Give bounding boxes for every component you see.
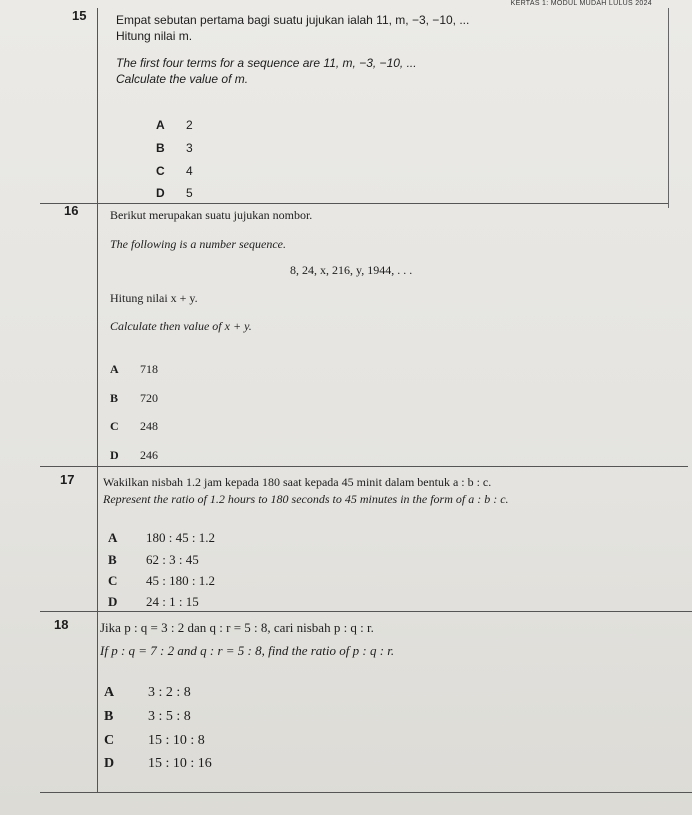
- option-a[interactable]: [110, 362, 158, 377]
- question-text-english: Calculate then value of x + y.: [110, 319, 252, 333]
- option-label: C: [108, 573, 118, 588]
- option-b[interactable]: [108, 552, 199, 568]
- option-b[interactable]: [104, 709, 191, 725]
- question-number: 15: [72, 8, 87, 23]
- option-b[interactable]: [110, 391, 158, 406]
- option-c[interactable]: [104, 733, 205, 749]
- option-text: 720: [140, 391, 158, 405]
- option-c[interactable]: [110, 419, 158, 434]
- option-a[interactable]: [156, 118, 193, 132]
- option-label: A: [104, 685, 115, 700]
- option-text: 4: [186, 164, 193, 178]
- number-sequence: [290, 262, 412, 278]
- option-d[interactable]: [104, 756, 212, 772]
- option-b[interactable]: [156, 141, 193, 155]
- option-c[interactable]: [156, 164, 193, 178]
- question-16-english: [110, 236, 286, 252]
- question-divider: [40, 203, 668, 204]
- option-label: B: [110, 391, 119, 405]
- margin-divider: [97, 8, 98, 793]
- option-label: D: [110, 448, 119, 462]
- option-text: 3 : 2 : 8: [148, 685, 191, 700]
- option-text: 5: [186, 186, 193, 200]
- option-text: 3 : 5 : 8: [148, 709, 191, 724]
- option-label: B: [104, 709, 114, 724]
- option-text: 45 : 180 : 1.2: [146, 573, 215, 588]
- option-text: 180 : 45 : 1.2: [146, 530, 215, 545]
- question-text-english: The first four terms for a sequence are 11, m, −3, −10, ...: [116, 56, 417, 70]
- question-15-english: [116, 55, 417, 87]
- question-number: 18: [54, 617, 69, 632]
- option-text: 62 : 3 : 45: [146, 552, 199, 567]
- question-17: [103, 474, 491, 490]
- option-text: 718: [140, 362, 158, 376]
- question-divider: [40, 611, 692, 612]
- question-text-malay: Hitung nilai x + y.: [110, 291, 198, 305]
- option-a[interactable]: [108, 530, 215, 546]
- option-text: 2: [186, 118, 193, 132]
- question-16-instruction: [110, 290, 198, 306]
- question-text-malay: Berikut merupakan suatu jujukan nombor.: [110, 208, 313, 222]
- option-c[interactable]: [108, 573, 215, 589]
- option-label: D: [156, 186, 165, 200]
- option-label: A: [108, 530, 118, 545]
- option-text: 248: [140, 419, 158, 433]
- question-text-english: Represent the ratio of 1.2 hours to 180 seconds to 45 minutes in the form of a : b : c.: [103, 492, 509, 506]
- option-label: C: [104, 733, 115, 748]
- paper-header: KERTAS 1: MODUL MUDAH LULUS 2024: [510, 0, 652, 7]
- option-label: D: [108, 594, 118, 609]
- option-d[interactable]: [108, 594, 199, 610]
- bottom-border: [40, 792, 692, 793]
- question-number: 17: [60, 472, 75, 487]
- option-label: C: [110, 419, 119, 433]
- question-18-english: [100, 642, 394, 660]
- question-text-english: The following is a number sequence.: [110, 237, 286, 251]
- option-text: 15 : 10 : 8: [148, 733, 205, 748]
- question-text-english: If p : q = 7 : 2 and q : r = 5 : 8, find the ratio of p : q : r.: [100, 643, 395, 658]
- option-label: A: [110, 362, 119, 376]
- option-text: 3: [186, 141, 193, 155]
- option-d[interactable]: [156, 186, 193, 200]
- question-15: [116, 12, 469, 44]
- question-text-malay: Jika p : q = 3 : 2 dan q : r = 5 : 8, cari nisbah p : q : r.: [100, 620, 374, 635]
- question-text-malay: Wakilkan nisbah 1.2 jam kepada 180 saat kepada 45 minit dalam bentuk a : b : c.: [103, 475, 492, 489]
- sequence-text: 8, 24, x, 216, y, 1944, . . .: [290, 263, 413, 277]
- question-number: 16: [64, 203, 79, 218]
- option-text: 24 : 1 : 15: [146, 594, 199, 609]
- question-divider: [40, 466, 688, 467]
- question-16-instruction-english: [110, 318, 252, 334]
- question-16: [110, 207, 312, 223]
- question-18: [100, 619, 374, 637]
- right-border: [668, 8, 669, 208]
- question-text-malay: Empat sebutan pertama bagi suatu jujukan ialah 11, m, −3, −10, ...: [116, 13, 470, 27]
- option-label: A: [156, 118, 165, 132]
- question-17-english: [103, 491, 509, 507]
- question-text-english: Calculate the value of m.: [116, 72, 249, 87]
- option-text: 246: [140, 448, 158, 462]
- option-d[interactable]: [110, 448, 158, 463]
- option-label: B: [108, 552, 117, 567]
- option-label: D: [104, 756, 115, 771]
- option-label: B: [156, 141, 165, 155]
- option-text: 15 : 10 : 16: [148, 756, 212, 771]
- question-text-malay: Hitung nilai m.: [116, 29, 193, 44]
- option-label: C: [156, 164, 165, 178]
- option-a[interactable]: [104, 685, 191, 701]
